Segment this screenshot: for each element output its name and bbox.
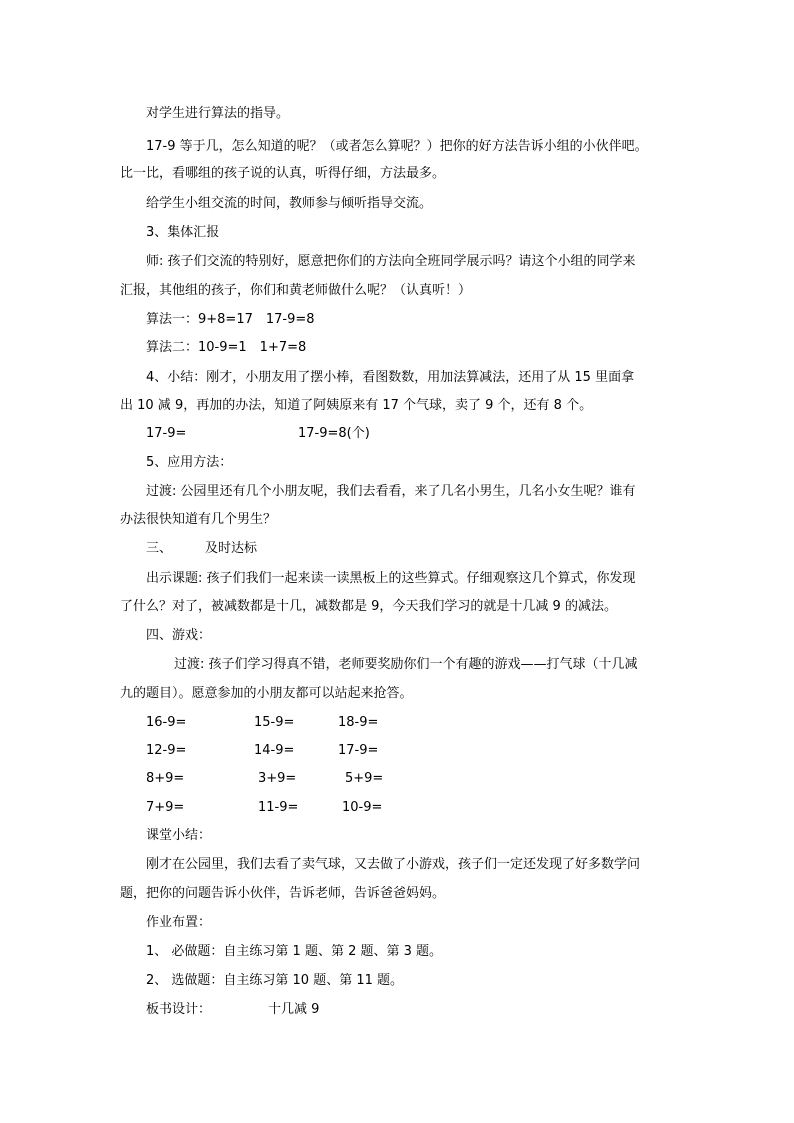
exercise-item: 7+9= xyxy=(146,800,185,815)
exercise-item: 17-9= xyxy=(338,743,379,758)
paragraph: 过渡: 孩子们学习得真不错，老师要奖励你们一个有趣的游戏——打气球（十几减 xyxy=(174,657,638,672)
paragraph: 办法很快知道有几个男生？ xyxy=(120,512,277,527)
paragraph: 师: 孩子们交流的特别好，愿意把你们的方法向全班同学展示吗？请这个小组的同学来 xyxy=(146,254,636,269)
paragraph: 4、小结：刚才，小朋友用了摆小棒，看图数数，用加法算减法，还用了从 15 里面拿 xyxy=(146,370,635,385)
formula-line: 算法二：10-9=1 1+7=8 xyxy=(146,340,307,355)
example-left: 17-9= xyxy=(146,426,187,441)
homework-item: 2、 选做题：自主练习第 10 题、第 11 题。 xyxy=(146,973,404,988)
paragraph: 出 10 减 9，再加的办法，知道了阿姨原来有 17 个气球，卖了 9 个，还有 8 个。 xyxy=(120,398,593,413)
paragraph: 比一比，看哪组的孩子说的认真，听得仔细，方法最多。 xyxy=(120,166,446,181)
section-heading: 5、应用方法： xyxy=(146,455,233,470)
section-title: 及时达标 xyxy=(205,541,258,556)
exercise-item: 12-9= xyxy=(146,743,187,758)
section-number: 三、 xyxy=(146,541,173,556)
paragraph: 对学生进行算法的指导。 xyxy=(146,106,290,121)
paragraph: 了什么？对了，被减数都是十几，减数都是 9，今天我们学习的就是十几减 9 的减法。 xyxy=(120,599,617,614)
homework-item: 1、 必做题：自主练习第 1 题、第 2 题、第 3 题。 xyxy=(146,944,443,959)
exercise-item: 3+9= xyxy=(258,771,297,786)
exercise-item: 10-9= xyxy=(342,800,383,815)
paragraph: 给学生小组交流的时间，教师参与倾听指导交流。 xyxy=(146,196,433,211)
formula-line: 算法一：9+8=17 17-9=8 xyxy=(146,312,315,327)
section-heading: 课堂小结： xyxy=(146,828,212,843)
paragraph: 汇报，其他组的孩子，你们和黄老师做什么呢？（认真听！） xyxy=(120,283,472,298)
section-heading: 3、集体汇报 xyxy=(146,225,220,240)
board-design-label: 板书设计： xyxy=(146,1002,212,1017)
exercise-item: 5+9= xyxy=(345,771,384,786)
section-heading: 作业布置： xyxy=(146,915,212,930)
section-heading: 四、游戏： xyxy=(146,628,212,643)
example-right: 17-9=8(个) xyxy=(298,426,370,441)
paragraph: 出示课题: 孩子们我们一起来读一读黑板上的这些算式。仔细观察这几个算式，你发现 xyxy=(146,571,636,586)
exercise-item: 11-9= xyxy=(258,800,299,815)
paragraph: 刚才在公园里，我们去看了卖气球，又去做了小游戏，孩子们一定还发现了好多数学问 xyxy=(146,857,641,872)
exercise-item: 15-9= xyxy=(254,715,295,730)
exercise-item: 18-9= xyxy=(338,715,379,730)
paragraph: 17-9 等于几，怎么知道的呢？（或者怎么算呢？）把你的好方法告诉小组的小伙伴吧。 xyxy=(146,139,648,154)
exercise-item: 14-9= xyxy=(254,743,295,758)
paragraph: 题，把你的问题告诉小伙伴，告诉老师，告诉爸爸妈妈。 xyxy=(120,886,446,901)
exercise-item: 16-9= xyxy=(146,715,187,730)
paragraph: 过渡: 公园里还有几个小朋友呢，我们去看看，来了几名小男生，几名小女生呢？谁有 xyxy=(146,484,636,499)
board-design-title: 十几减 9 xyxy=(268,1002,320,1017)
exercise-item: 8+9= xyxy=(146,771,185,786)
paragraph: 九的题目）。愿意参加的小朋友都可以站起来抢答。 xyxy=(120,686,413,701)
